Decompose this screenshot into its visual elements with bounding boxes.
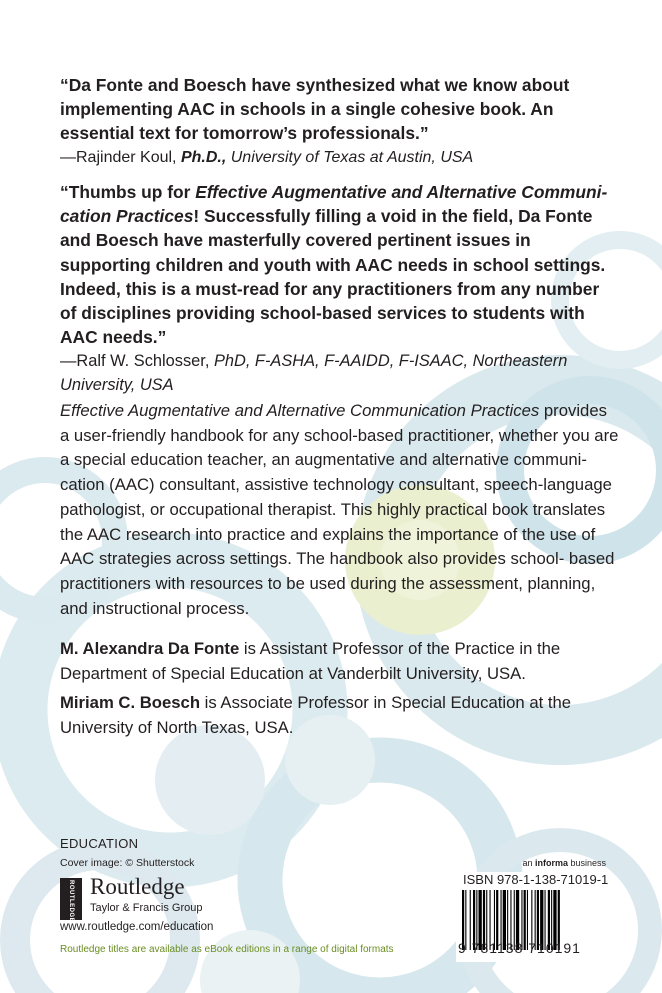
quote-1 xyxy=(60,73,620,169)
barcode-digits: 9 781138 710191 xyxy=(458,940,581,956)
cover-credit: Cover image: © Shutterstock xyxy=(60,857,195,869)
attribution-name: —Ralf W. Schlosser, xyxy=(60,352,214,371)
subject-category: EDUCATION xyxy=(60,836,139,851)
author-1-name: M. Alexandra Da Fonte xyxy=(60,639,240,658)
attribution-degree: Ph.D., xyxy=(180,148,227,166)
description-text xyxy=(60,399,620,621)
quote-1-text: “Da Fonte and Boesch have synthesized what we know about implementing AAC in schools in a single cohesive book. An essential text for tomorrow’s professionals.” xyxy=(60,75,570,144)
attribution-affiliation: University of Texas at Austin, USA xyxy=(226,148,474,166)
quote-2-attribution xyxy=(60,349,620,397)
quote-2-book-title: Effective Augmentative and Alternative Communi- cation Practices xyxy=(60,182,608,227)
quote-2 xyxy=(60,180,620,397)
informa-brand: informa xyxy=(534,858,568,868)
quote-2-text-start: “Thumbs up for xyxy=(60,182,196,202)
routledge-logo-side-text: ROUTLEDGE xyxy=(68,880,74,923)
author-2-text xyxy=(60,691,620,740)
publisher-name: Routledge xyxy=(90,874,185,899)
ebook-note: Routledge titles are available as eBook editions in a range of digital formats xyxy=(60,944,394,955)
informa-suffix: business xyxy=(567,858,606,868)
isbn-barcode-block xyxy=(456,858,609,962)
description-body: provides a user-friendly handbook for any school-based practitioner, whether you are a special education teacher, an augmentative and alternative communi- cation (AAC) consultant, assistive technology consultant, speech-language pathologist, or occupational therapist. This highly practical book translates the AAC research into practice and explains the importance of the use of AAC strategies across settings. The handbook also provides school- based practitioners with resources to be used during the assessment, planning, and instructional process. xyxy=(60,401,619,618)
description-book-title: Effective Augmentative and Alternative Communication Practices xyxy=(60,401,540,420)
informa-prefix: an xyxy=(522,858,535,868)
publisher-group: Taylor & Francis Group xyxy=(90,902,203,914)
book-description xyxy=(60,399,620,621)
attribution-affiliation: PhD, F-ASHA, F-AAIDD, F-ISAAC, Northeastern University, USA xyxy=(60,352,568,395)
isbn-number: ISBN 978-1-138-71019-1 xyxy=(463,872,609,887)
author-2-name: Miriam C. Boesch xyxy=(60,693,201,712)
author-2-bio: is Associate Professor in Special Education at the University of North Texas, USA. xyxy=(60,693,572,737)
informa-tagline xyxy=(522,858,606,868)
author-1-bio: is Assistant Professor of the Practice in the Department of Special Education at Vanderbilt University, USA. xyxy=(60,639,561,683)
attribution-name: —Rajinder Koul, xyxy=(60,148,181,166)
quote-2-text xyxy=(60,180,620,349)
quote-2-text-end: ! Successfully filling a void in the field, Da Fonte and Boesch have masterfully covered pertinent issues in supporting children and youth with AAC needs in school settings. Indeed, this is a must-read for any practitioners from any number of disciplines providing school-based services to students with AAC needs.” xyxy=(60,206,606,348)
author-1-text xyxy=(60,637,620,686)
author-bio-2 xyxy=(60,691,620,740)
author-bio-1 xyxy=(60,637,620,686)
quote-1-attribution xyxy=(60,146,620,169)
publisher-website: www.routledge.com/education xyxy=(60,921,214,933)
